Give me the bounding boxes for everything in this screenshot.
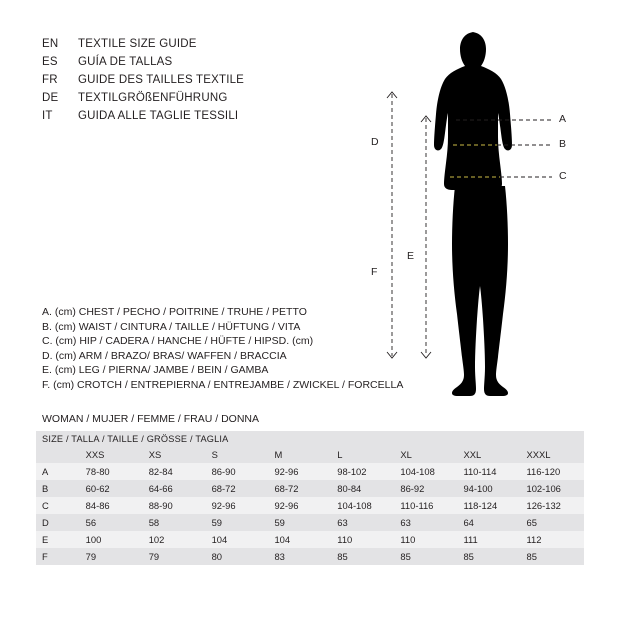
page-title-es: GUÍA DE TALLAS xyxy=(78,56,173,68)
marker-label-d: D xyxy=(371,136,379,148)
cell-d-xl: 63 xyxy=(400,517,411,528)
marker-label-f: F xyxy=(371,266,378,278)
language-code-en: EN xyxy=(42,38,59,50)
female-silhouette-diagram xyxy=(360,26,590,416)
cell-b-xs: 64-66 xyxy=(148,483,173,494)
row-label-d: D xyxy=(42,517,49,528)
page-title-en: TEXTILE SIZE GUIDE xyxy=(78,38,197,50)
cell-e-xs: 102 xyxy=(148,534,165,545)
cell-c-xxxl: 126-132 xyxy=(526,500,561,511)
cell-b-m: 68-72 xyxy=(274,483,299,494)
title-block xyxy=(42,38,342,128)
cell-f-xxl: 85 xyxy=(463,551,474,562)
cell-e-xl: 110 xyxy=(400,534,416,545)
marker-label-a: A xyxy=(559,113,567,125)
table-row xyxy=(36,548,584,565)
cell-c-xs: 88-90 xyxy=(148,500,173,511)
cell-f-xxs: 79 xyxy=(85,551,97,562)
legend-item-d: D. (cm) ARM / BRAZO/ BRAS/ WAFFEN / BRACCIA xyxy=(42,349,287,362)
cell-f-xxxl: 85 xyxy=(526,551,537,562)
table-header-title-row xyxy=(36,431,584,446)
page-title-it: GUIDA ALLE TAGLIE TESSILI xyxy=(78,110,239,122)
title-row-de xyxy=(42,92,342,110)
language-code-it: IT xyxy=(42,110,53,122)
cell-b-xxs: 60-62 xyxy=(85,483,110,494)
title-row-fr xyxy=(42,74,342,92)
size-table xyxy=(36,431,584,565)
cell-f-xs: 79 xyxy=(148,551,160,562)
cell-a-xxs: 78-80 xyxy=(85,466,110,477)
cell-a-m: 92-96 xyxy=(274,466,299,477)
legend-item-a: A. (cm) CHEST / PECHO / POITRINE / TRUHE / PETTO xyxy=(42,306,307,318)
marker-label-b: B xyxy=(559,138,567,150)
legend-item-f: F. (cm) CROTCH / ENTREPIERNA / ENTREJAMBE / ZWICKEL / FORCELLA xyxy=(42,378,404,391)
legend-item-e: E. (cm) LEG / PIERNA/ JAMBE / BEIN / GAMBA xyxy=(42,364,269,377)
title-row-it xyxy=(42,110,342,128)
cell-d-xxxl: 65 xyxy=(526,517,537,528)
cell-a-xs: 82-84 xyxy=(148,466,173,477)
cell-d-l: 63 xyxy=(337,517,348,528)
cell-c-xxs: 84-86 xyxy=(85,500,110,511)
cell-d-xs: 58 xyxy=(148,517,160,528)
table-row xyxy=(36,531,584,548)
page-title-de: TEXTILGRÖßENFÜHRUNG xyxy=(78,92,228,104)
cell-a-xxl: 110-114 xyxy=(463,466,497,477)
cell-a-xxxl: 116-120 xyxy=(526,466,561,477)
language-code-fr: FR xyxy=(42,74,58,86)
cell-b-xxxl: 102-106 xyxy=(526,483,561,494)
language-code-es: ES xyxy=(42,56,58,68)
cell-a-xl: 104-108 xyxy=(400,466,435,477)
cell-b-l: 80-84 xyxy=(337,483,362,494)
cell-d-xxl: 64 xyxy=(463,517,474,528)
gender-label: WOMAN / MUJER / FEMME / FRAU / DONNA xyxy=(42,413,259,425)
measurement-legend xyxy=(42,305,404,393)
cell-b-xl: 86-92 xyxy=(400,483,425,494)
table-header-title: SIZE / TALLA / TAILLE / GRÖSSE / TAGLIA xyxy=(42,433,229,444)
row-label-c: C xyxy=(42,500,49,511)
cell-e-s: 104 xyxy=(211,534,228,545)
cell-e-m: 104 xyxy=(274,534,291,545)
legend-item-b: B. (cm) WAIST / CINTURA / TAILLE / HÜFTUNG / VITA xyxy=(42,320,301,333)
cell-f-xl: 85 xyxy=(400,551,411,562)
table-row xyxy=(36,480,584,497)
cell-e-l: 110 xyxy=(337,534,353,545)
cell-a-l: 98-102 xyxy=(337,466,367,477)
column-header-xs: XS xyxy=(148,449,162,460)
table-row xyxy=(36,463,584,480)
cell-b-xxl: 94-100 xyxy=(463,483,493,494)
page-title-fr: GUIDE DES TAILLES TEXTILE xyxy=(78,74,245,86)
cell-c-xxl: 118-124 xyxy=(463,500,498,511)
row-label-b: B xyxy=(42,483,49,494)
title-row-en xyxy=(42,38,342,56)
cell-f-l: 85 xyxy=(337,551,348,562)
cell-a-s: 86-90 xyxy=(211,466,236,477)
row-label-a: A xyxy=(42,466,49,477)
marker-label-e: E xyxy=(407,250,415,262)
cell-c-m: 92-96 xyxy=(274,500,299,511)
cell-c-s: 92-96 xyxy=(211,500,236,511)
cell-e-xxxl: 112 xyxy=(526,534,542,545)
cell-e-xxs: 100 xyxy=(85,534,102,545)
column-header-xxxl: XXXL xyxy=(526,449,551,460)
column-header-xxs: XXS xyxy=(85,449,105,460)
column-header-blank xyxy=(36,446,80,463)
column-header-xxl: XXL xyxy=(463,449,482,460)
silhouette-svg xyxy=(360,26,590,416)
table-row xyxy=(36,514,584,531)
column-header-m: M xyxy=(274,449,283,460)
cell-e-xxl: 111 xyxy=(463,534,478,545)
language-code-de: DE xyxy=(42,92,59,104)
legend-item-c: C. (cm) HIP / CADERA / HANCHE / HÜFTE / HIPSD. (cm) xyxy=(42,335,314,348)
table-column-header-row xyxy=(36,446,584,463)
cell-b-s: 68-72 xyxy=(211,483,236,494)
column-header-xl: XL xyxy=(400,449,412,460)
cell-d-xxs: 56 xyxy=(85,517,97,528)
woman-silhouette-icon xyxy=(434,32,512,396)
cell-c-l: 104-108 xyxy=(337,500,372,511)
row-label-f: F xyxy=(42,551,48,562)
cell-d-s: 59 xyxy=(211,517,223,528)
column-header-s: S xyxy=(211,449,218,460)
cell-f-m: 83 xyxy=(274,551,285,562)
row-label-e: E xyxy=(42,534,49,545)
title-row-es xyxy=(42,56,342,74)
cell-f-s: 80 xyxy=(211,551,223,562)
marker-label-c: C xyxy=(559,170,567,182)
cell-d-m: 59 xyxy=(274,517,285,528)
table-row xyxy=(36,497,584,514)
column-header-l: L xyxy=(337,449,343,460)
cell-c-xl: 110-116 xyxy=(400,500,434,511)
